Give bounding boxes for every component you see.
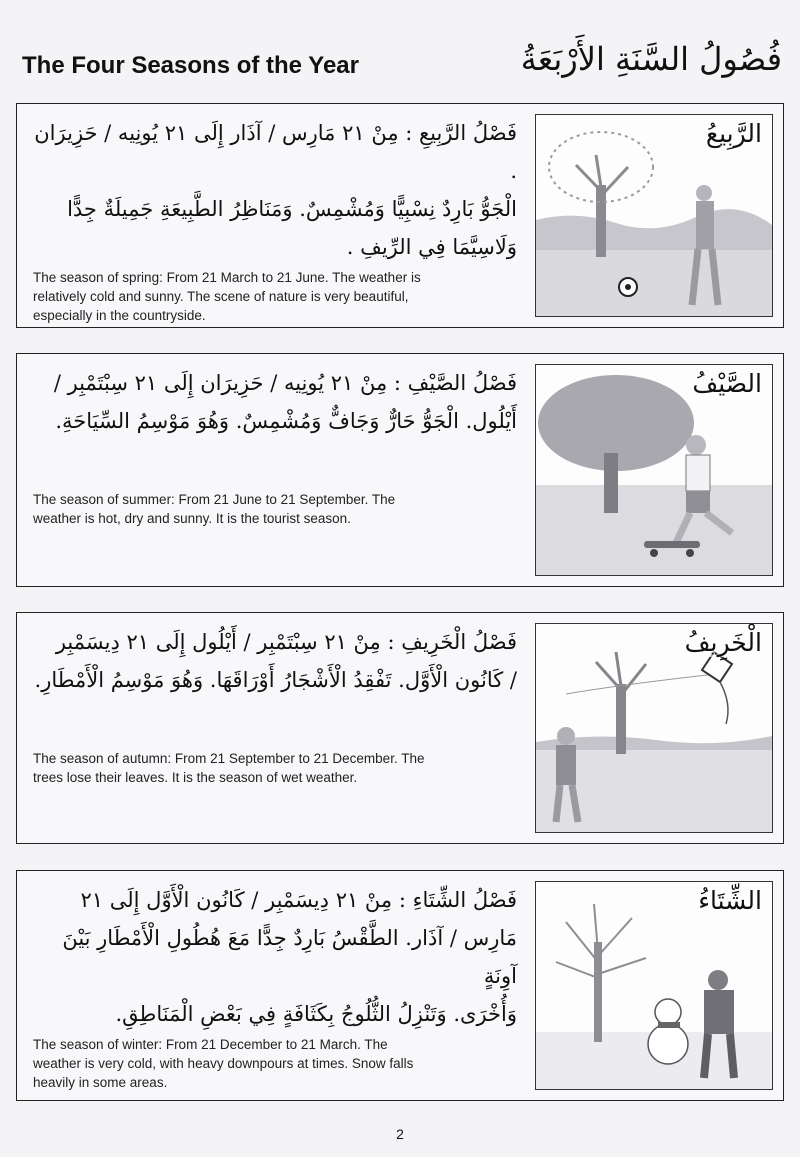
illustration-spring bbox=[535, 114, 773, 317]
english-text-spring: The season of spring: From 21 March to 21 June. The weather is relatively cold and sunny. The scene of nature is very beautiful, especially in the countryside. bbox=[33, 270, 421, 323]
season-text-summer bbox=[33, 364, 517, 528]
season-name-autumn: الْخَرِيفُ bbox=[684, 628, 762, 657]
illustration-summer bbox=[535, 364, 773, 576]
english-text-winter: The season of winter: From 21 December to 21 March. The weather is very cold, with heavy downpours at times. Snow falls heavily in some areas. bbox=[33, 1037, 414, 1090]
season-text-autumn bbox=[33, 623, 517, 787]
season-name-summer: الصَّيْفُ bbox=[692, 369, 762, 398]
illustration-winter bbox=[535, 881, 773, 1090]
arabic-text-spring: فَصْلُ الرَّبِيعِ : مِنْ ٢١ مَارِس / آذَار إِلَى ٢١ يُونِيه / حَزِيرَان . الْجَوُّ بَارِدٌ نِسْبِيًّا وَمُشْمِسٌ. وَمَنَاظِرُ الطَّبِيعَةِ جَمِيلَةٌ جِدًّا وَلَاسِيَّمَا فِي الرِّيفِ . bbox=[34, 121, 517, 259]
arabic-text-autumn: فَصْلُ الْخَرِيفِ : مِنْ ٢١ سِبْتَمْبِر / أَيْلُول إِلَى ٢١ دِيسَمْبِر / كَانُون الْأَوَّل. تَفْقِدُ الْأَشْجَارُ أَوْرَاقَهَا. وَهُوَ مَوْسِمُ الْأَمْطَارِ. bbox=[34, 630, 517, 692]
season-box-winter bbox=[16, 870, 784, 1101]
arabic-text-summer: فَصْلُ الصَّيْفِ : مِنْ ٢١ يُونِيه / حَزِيرَان إِلَى ٢١ سِبْتَمْبِر / أَيْلُول. الْجَوُّ حَارٌّ وَجَافٌّ وَمُشْمِسٌ. وَهُوَ مَوْسِمُ السِّيَاحَةِ. bbox=[53, 371, 517, 433]
season-box-autumn bbox=[16, 612, 784, 844]
season-name-spring: الرَّبِيعُ bbox=[705, 119, 762, 148]
season-box-summer bbox=[16, 353, 784, 587]
season-box-spring bbox=[16, 103, 784, 328]
english-text-summer: The season of summer: From 21 June to 21 September. The weather is hot, dry and sunny. It is the tourist season. bbox=[33, 492, 396, 526]
english-text-autumn: The season of autumn: From 21 September to 21 December. The trees lose their leaves. It is the season of wet weather. bbox=[33, 751, 425, 785]
page-title-english: The Four Seasons of the Year bbox=[22, 52, 359, 79]
page-title-arabic: فُصُولُ السَّنَةِ الأَرْبَعَةُ bbox=[520, 40, 782, 78]
arabic-text-winter: فَصْلُ الشِّتَاءِ : مِنْ ٢١ دِيسَمْبِر / كَانُون الْأَوَّل إِلَى ٢١ مَارِس / آذَار. الطَّقْسُ بَارِدٌ جِدًّا مَعَ هُطُولِ الْأَمْطَارِ بَيْنَ آوِنَةٍ وَأُخْرَى. وَتَنْزِلُ الثُّلُوجُ بِكَثَافَةٍ فِي بَعْضِ الْمَنَاطِقِ. bbox=[62, 888, 517, 1026]
season-text-spring bbox=[33, 114, 517, 325]
season-text-winter bbox=[33, 881, 517, 1092]
page-number: 2 bbox=[396, 1126, 404, 1142]
season-name-winter: الشِّتَاءُ bbox=[698, 886, 762, 915]
illustration-autumn bbox=[535, 623, 773, 833]
